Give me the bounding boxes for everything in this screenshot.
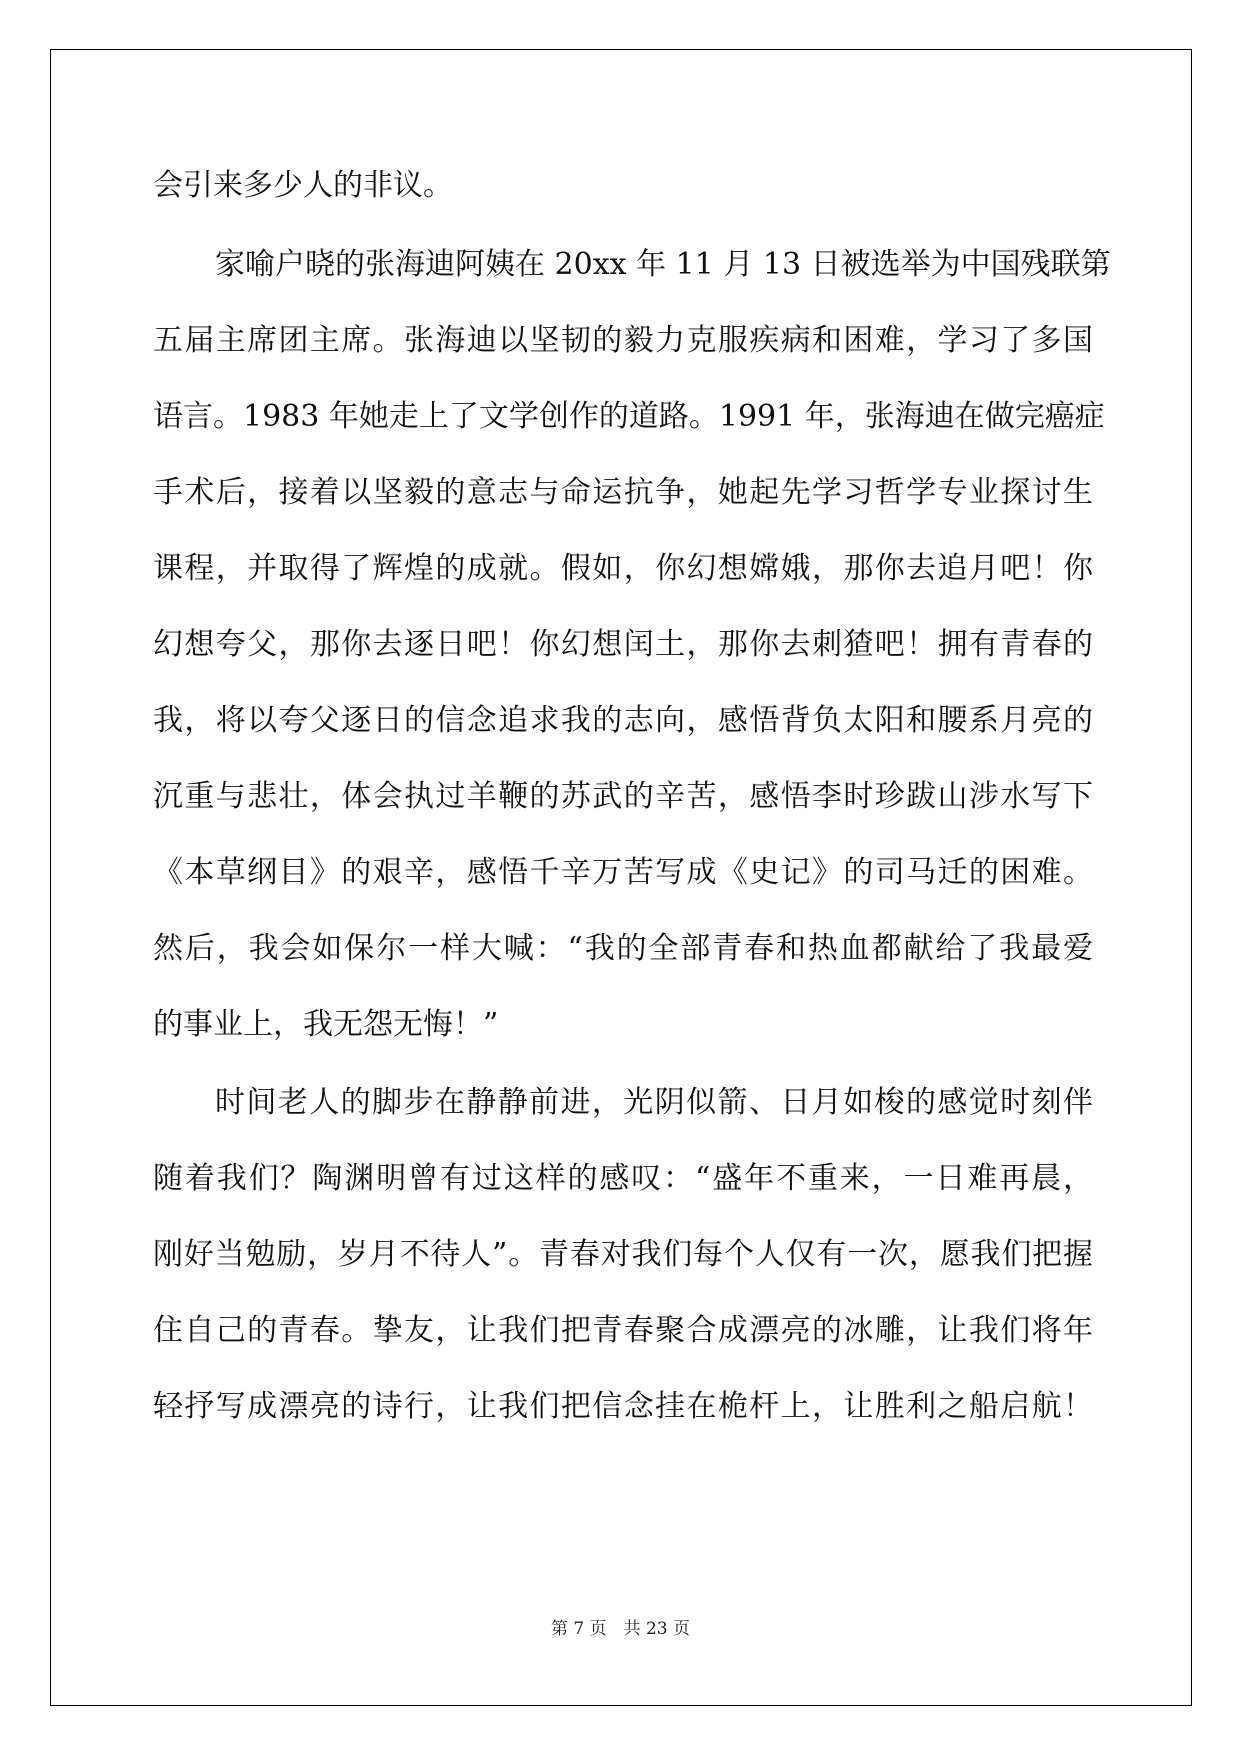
- text-line: 轻抒写成漂亮的诗行，让我们把信念挂在桅杆上，让胜利之船启航！: [153, 1389, 1093, 1424]
- text-line: 手术后，接着以坚毅的意志与命运抗争，她起先学习哲学专业探讨生: [153, 475, 1093, 510]
- text-line: 随着我们？陶渊明曾有过这样的感叹：“盛年不重来，一日难再晨，: [153, 1161, 1093, 1196]
- page-number-footer: 第 7 页 共 23 页: [550, 1619, 691, 1639]
- text-line: 课程，并取得了辉煌的成就。假如，你幻想嫦娥，那你去追月吧！你: [153, 551, 1093, 586]
- text-line: 时间老人的脚步在静静前进，光阴似箭、日月如梭的感觉时刻伴: [215, 1085, 1093, 1120]
- text-line: 语言。1983 年她走上了文学创作的道路。1991 年，张海迪在做完癌症: [153, 399, 1105, 434]
- text-line: 的事业上，我无怨无悔！”: [153, 1007, 499, 1042]
- text-line: 会引来多少人的非议。: [153, 168, 453, 203]
- text-line: 我，将以夸父逐日的信念追求我的志向，感悟背负太阳和腰系月亮的: [153, 703, 1093, 738]
- text-line: 沉重与悲壮，体会执过羊鞭的苏武的辛苦，感悟李时珍跋山涉水写下: [153, 779, 1093, 814]
- text-line: 住自己的青春。挚友，让我们把青春聚合成漂亮的冰雕，让我们将年: [153, 1313, 1093, 1348]
- text-line: 家喻户晓的张海迪阿姨在 20xx 年 11 月 13 日被选举为中国残联第: [215, 247, 1111, 282]
- text-line: 幻想夸父，那你去逐日吧！你幻想闰土，那你去刺猹吧！拥有青春的: [153, 627, 1093, 662]
- text-line: 然后，我会如保尔一样大喊：“我的全部青春和热血都献给了我最爱: [153, 931, 1093, 966]
- text-line: 《本草纲目》的艰辛，感悟千辛万苦写成《史记》的司马迁的困难。: [153, 855, 1093, 890]
- text-line: 刚好当勉励，岁月不待人”。青春对我们每个人仅有一次，愿我们把握: [153, 1237, 1093, 1272]
- text-line: 五届主席团主席。张海迪以坚韧的毅力克服疾病和困难，学习了多国: [153, 323, 1093, 358]
